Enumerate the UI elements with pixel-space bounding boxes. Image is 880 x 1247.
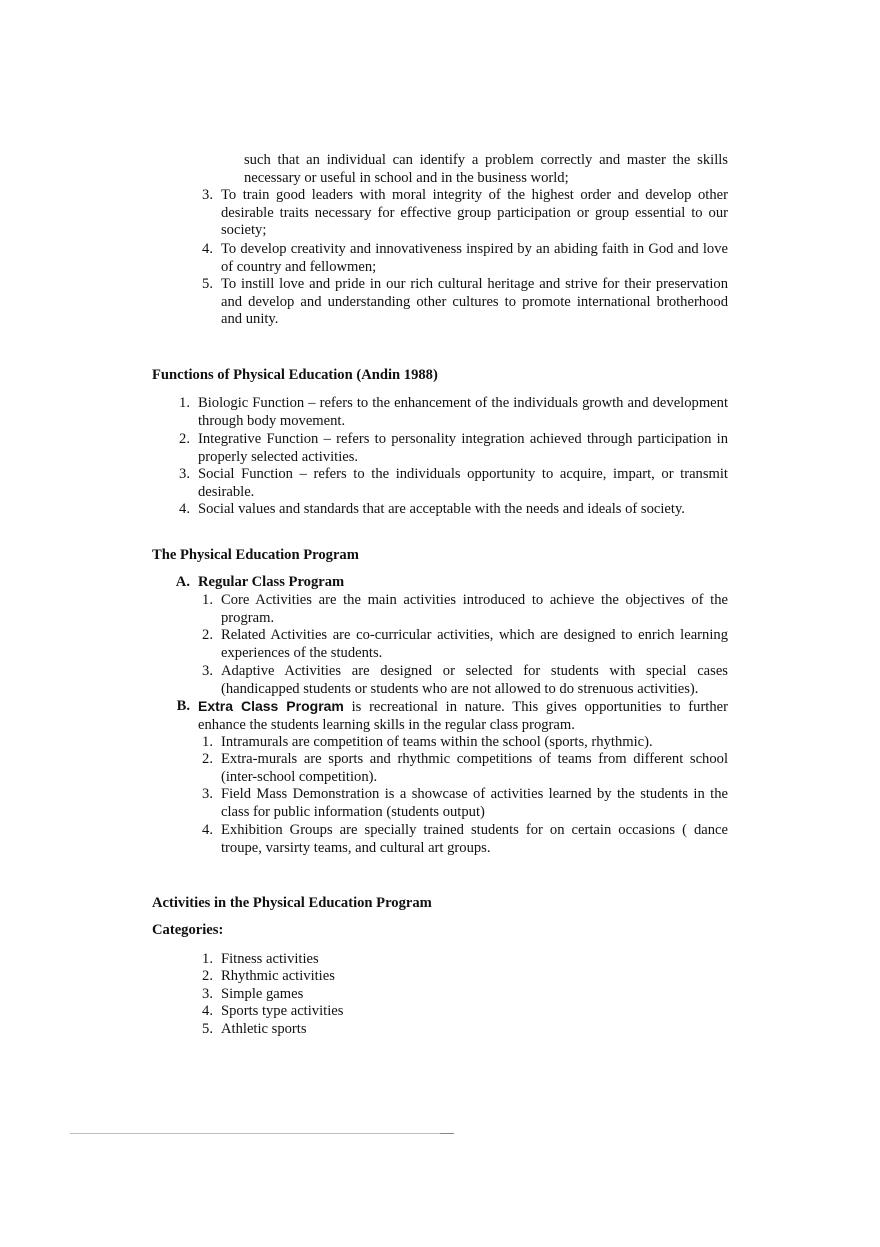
list-number: 2.: [202, 627, 213, 643]
section-heading-activities: Activities in the Physical Education Program: [152, 895, 432, 911]
list-item-text: Rhythmic activities: [221, 968, 335, 984]
list-item-text: Extra-murals are sports and rhythmic competitions of teams from different school (inter-school competition).: [221, 751, 728, 785]
list-item: [202, 786, 728, 821]
categories-label: Categories:: [152, 922, 224, 938]
list-item: [202, 241, 728, 276]
list-item: [202, 986, 521, 1004]
list-item: [179, 395, 728, 430]
list-item: [202, 663, 728, 698]
section-heading-functions: Functions of Physical Education (Andin 1988): [152, 367, 438, 383]
list-number: 1.: [202, 734, 213, 750]
list-number: 4.: [202, 822, 213, 838]
list-item: [202, 734, 728, 752]
section-heading-program: The Physical Education Program: [152, 547, 359, 563]
subsection-letter: B.: [176, 698, 190, 714]
subsection-extra-text: [198, 698, 728, 734]
list-number: 2.: [202, 968, 213, 984]
objective-continuation: [244, 152, 728, 187]
footer-divider-end: [440, 1133, 454, 1134]
list-item: [202, 592, 728, 627]
list-item: [202, 968, 521, 986]
list-item-text: Biologic Function – refers to the enhancement of the individuals growth and development through body movement.: [198, 395, 728, 429]
list-number: 3.: [202, 986, 213, 1002]
list-item: [202, 276, 728, 329]
subsection-letter: A.: [175, 574, 190, 590]
objective-continuation-text: such that an individual can identify a problem correctly and master the skills necessary or useful in school and in the business world;: [244, 152, 728, 186]
list-item-text: Field Mass Demonstration is a showcase of activities learned by the students in the class for public information (students output): [221, 786, 728, 820]
list-number: 3.: [179, 466, 190, 482]
list-item: [202, 1021, 521, 1039]
list-number: 3.: [202, 663, 213, 679]
list-item-text: Adaptive Activities are designed or selected for students with special cases (handicapped students or students who are not allowed to do strenuous activities).: [221, 663, 728, 697]
list-number: 4.: [202, 1003, 213, 1019]
subsection-regular: [175, 574, 728, 592]
list-number: 1.: [202, 951, 213, 967]
list-number: 3.: [202, 786, 213, 802]
list-number: 4.: [179, 501, 190, 517]
list-item-text: Social values and standards that are acceptable with the needs and ideals of society.: [198, 501, 685, 517]
subsection-extra: [176, 698, 728, 734]
list-number: 2.: [179, 431, 190, 447]
list-item: [202, 751, 728, 786]
list-item: [179, 466, 728, 501]
list-number: 2.: [202, 751, 213, 767]
subsection-intro: is recreational in nature. This gives opportunities to further enhance the students learning skills in the regular class program.: [198, 699, 728, 733]
list-item: [179, 501, 728, 519]
list-item-text: Integrative Function – refers to personality integration achieved through participation in properly selected activities.: [198, 431, 728, 465]
list-item: [179, 431, 728, 466]
list-number: 1.: [202, 592, 213, 608]
list-number: 4.: [202, 241, 213, 257]
list-item-text: To instill love and pride in our rich cultural heritage and strive for their preservation and develop and understanding other cultures to promote international brotherhood and unity.: [221, 276, 728, 328]
list-item-text: To train good leaders with moral integrity of the highest order and develop other desirable traits necessary for effective group participation or group essential to our society;: [221, 187, 728, 239]
subsection-title: Regular Class Program: [198, 574, 345, 590]
list-item-text: Exhibition Groups are specially trained students for on certain occasions ( dance troupe, varsirty teams, and cultural art groups.: [221, 822, 728, 856]
list-number: 5.: [202, 1021, 213, 1037]
list-item-text: Simple games: [221, 986, 304, 1002]
list-item-text: Social Function – refers to the individuals opportunity to acquire, impart, or transmit desirable.: [198, 466, 728, 500]
list-item-text: Fitness activities: [221, 951, 319, 967]
list-number: 1.: [179, 395, 190, 411]
list-item: [202, 822, 728, 857]
list-item-text: Sports type activities: [221, 1003, 344, 1019]
subsection-title: Extra Class Program: [198, 698, 344, 714]
list-item-text: To develop creativity and innovativeness inspired by an abiding faith in God and love of country and fellowmen;: [221, 241, 728, 275]
list-item-text: Related Activities are co-curricular activities, which are designed to enrich learning experiences of the students.: [221, 627, 728, 661]
list-item-text: Athletic sports: [221, 1021, 307, 1037]
list-item: [202, 627, 728, 662]
list-item-text: Intramurals are competition of teams within the school (sports, rhythmic).: [221, 734, 653, 750]
footer-divider: [70, 1133, 454, 1134]
list-number: 5.: [202, 276, 213, 292]
list-number: 3.: [202, 187, 213, 203]
list-item-text: Core Activities are the main activities introduced to achieve the objectives of the program.: [221, 592, 728, 626]
list-item: [202, 187, 728, 240]
list-item: [202, 1003, 521, 1021]
list-item: [202, 951, 521, 969]
